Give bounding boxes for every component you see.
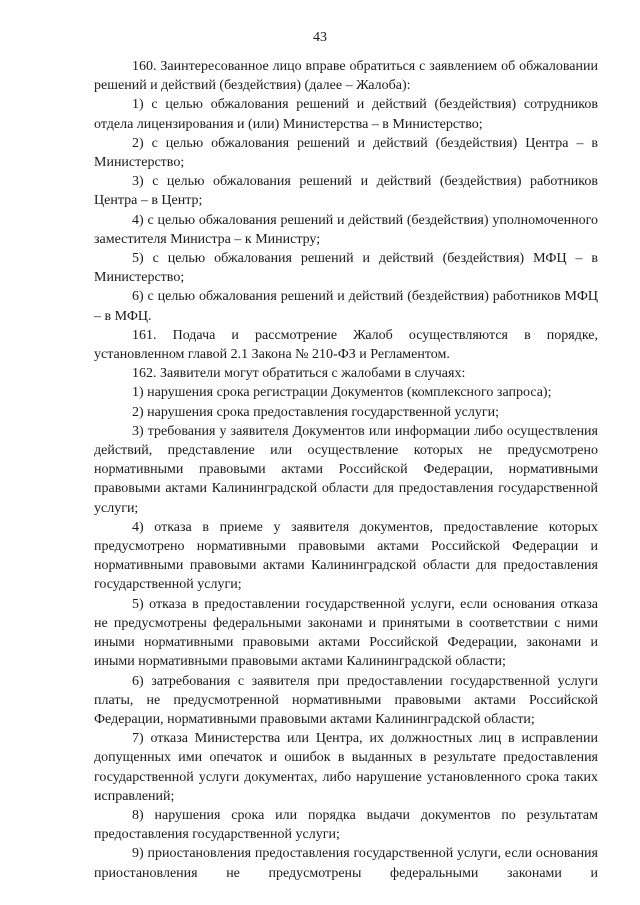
paragraph-161: 161. Подача и рассмотрение Жалоб осуществляются в порядке, установленном главой 2.1 Закона № 210-ФЗ и Регламентом. [94, 327, 598, 363]
list-item-162-9: 9) приостановления предоставления государственной услуги, если основания приостановления не предусмотрены федеральными законами и [94, 846, 598, 881]
page-number: 43 [313, 30, 327, 45]
list-item-162-4: 4) отказа в приеме у заявителя документов, предоставление которых предусмотрено нормативными правовыми актами Российской Федерации и нормативными правовыми актами Калининградской области для предоставления государственной услуги; [94, 519, 598, 593]
list-item-162-8: 8) нарушения срока или порядка выдачи документов по результатам предоставления государственной услуги; [94, 807, 598, 843]
list-item-160-6: 6) с целью обжалования решений и действий (бездействия) работников МФЦ – в МФЦ. [94, 289, 598, 324]
list-item-162-7: 7) отказа Министерства или Центра, их должностных лиц в исправлении допущенных ими опечаток и ошибок в выданных в результате предоставления государственной услуги документах, либо нарушение установленного срока таких исправлений; [94, 731, 598, 804]
list-item-162-3: 3) требования у заявителя Документов или информации либо осуществления действий, представление или осуществление которых не предусмотрено нормативными правовыми актами Российской Федерации, нормативными правовыми актами Калининградской области для предоставления государственной услуги; [94, 423, 598, 516]
paragraph-162: 162. Заявители могут обратиться с жалобами в случаях: [132, 366, 466, 382]
list-item-162-5: 5) отказа в предоставлении государственной услуги, если основания отказа не предусмотрены федеральными законами и принятыми в соответствии с ними иными нормативными правовыми актами Российской Федерации, законами и иными нормативными правовыми актами Калининградской области; [94, 596, 598, 670]
list-item-160-4: 4) с целью обжалования решений и действий (бездействия) уполномоченного заместителя Министра – к Министру; [94, 212, 598, 247]
list-item-162-6: 6) затребования с заявителя при предоставлении государственной услуги платы, не предусмотренной нормативными правовыми актами Российской Федерации, нормативными правовыми актами Калининградской области; [94, 673, 598, 727]
list-item-160-1: 1) с целью обжалования решений и действий (бездействия) сотрудников отдела лицензирования и (или) Министерства – в Министерство; [94, 97, 598, 132]
document-body [94, 57, 598, 883]
list-item-162-1: 1) нарушения срока регистрации Документов (комплексного запроса); [132, 385, 552, 401]
list-item-160-3: 3) с целью обжалования решений и действий (бездействия) работников Центра – в Центр; [94, 174, 598, 209]
paragraph-160: 160. Заинтересованное лицо вправе обратиться с заявлением об обжаловании решений и действий (бездействия) (далее – Жалоба): [94, 59, 598, 94]
list-item-160-5: 5) с целью обжалования решений и действий (бездействия) МФЦ – в Министерство; [94, 251, 598, 286]
list-item-160-2: 2) с целью обжалования решений и действий (бездействия) Центра – в Министерство; [94, 135, 598, 171]
list-item-162-2: 2) нарушения срока предоставления государственной услуги; [132, 404, 499, 420]
